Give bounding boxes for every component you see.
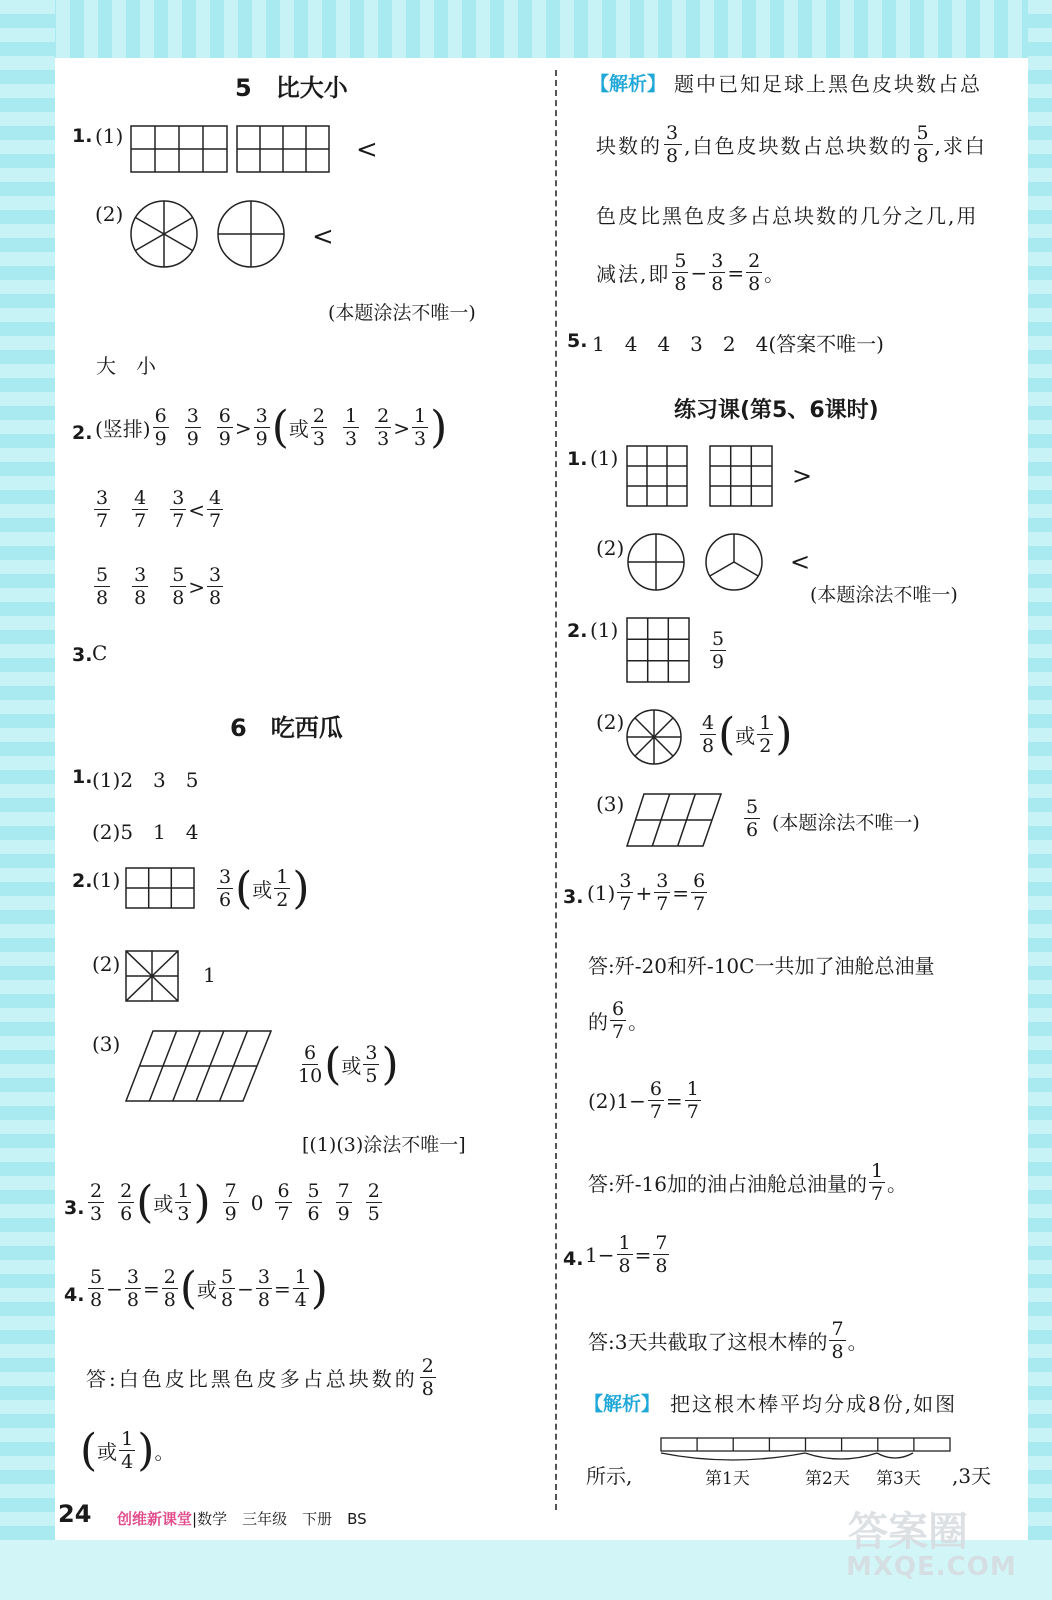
p4-analysis-line: 【解析】 把这根木棒平均分成8份,如图 bbox=[584, 1388, 957, 1417]
p2-note: (本题涂法不唯一) bbox=[772, 812, 920, 834]
p3-part2-answer: 答:歼-16加的油占油舱总油量的 $\frac{1}{7}$ 。 bbox=[588, 1160, 908, 1205]
fraction: $\frac{1}{3}$ bbox=[345, 405, 358, 450]
fraction: $\frac{5}{6}$ bbox=[307, 1180, 320, 1225]
top-border bbox=[0, 0, 1052, 58]
p4-answer: 答:3天共截取了这根木棒的 $\frac{7}{8}$ 。 bbox=[588, 1318, 868, 1363]
token: = bbox=[273, 1276, 291, 1301]
s6q1-line2: (2)5 1 4 bbox=[92, 820, 199, 844]
fraction: $\frac{5}{8}$ bbox=[90, 1266, 103, 1311]
p4-tail: ,3天 bbox=[952, 1464, 992, 1488]
q1-part1-label: (1) bbox=[95, 124, 124, 148]
analysis-line-1: 【解析】 题中已知足球上黑色皮块数占总 bbox=[590, 68, 982, 97]
analysis-line-3: 色皮比黑色皮多占总块数的几分之几,用 bbox=[596, 204, 979, 228]
watermark-logo: 答案圈 bbox=[848, 1509, 968, 1555]
day3-label: 第3天 bbox=[876, 1469, 921, 1489]
watermark-url: MXQE.COM bbox=[846, 1552, 1017, 1582]
fraction: $\frac{7}{9}$ bbox=[337, 1180, 350, 1225]
bracket: ) bbox=[775, 708, 793, 760]
p3-part1-equation: (1) $\frac{3}{7}$ + $\frac{3}{7}$ = $\frac{6}{7}$ bbox=[587, 870, 706, 915]
s6q3-label: 3. bbox=[64, 1197, 85, 1219]
fraction: $\frac{3}{7}$ bbox=[656, 870, 669, 915]
bracket: ( bbox=[324, 1038, 342, 1090]
fraction: $\frac{2}{3}$ bbox=[312, 405, 326, 450]
fraction: $\frac{3}{8}$ bbox=[666, 122, 681, 167]
fraction: $\frac{2}{6}$ bbox=[120, 1180, 133, 1225]
or-label: 或 bbox=[196, 1278, 217, 1302]
bracket: ) bbox=[292, 862, 310, 914]
s6q2-part2-answer: 1 bbox=[203, 963, 216, 987]
q1-note: (本题涂法不唯一) bbox=[328, 302, 476, 324]
fraction: $\frac{3}{6}$ bbox=[219, 866, 232, 911]
left-border bbox=[0, 0, 55, 1600]
token: = bbox=[634, 1242, 652, 1267]
bracket: ) bbox=[381, 1038, 399, 1090]
grid-3x3-figures bbox=[626, 445, 774, 507]
or-label: 或 bbox=[252, 878, 273, 902]
token: − bbox=[629, 1088, 646, 1113]
p3-part1-answer-a: 答:歼-20和歼-10C一共加了油舱总油量 bbox=[588, 954, 935, 978]
token: 0 bbox=[250, 1190, 264, 1215]
analysis-line-2: 块数的 $\frac{3}{8}$ ,白色皮块数占总块数的 $\frac{5}{8}$ ,求白 bbox=[596, 122, 987, 167]
fraction: $\frac{6}{7}$ bbox=[693, 870, 706, 915]
token: − bbox=[237, 1276, 254, 1301]
fraction: $\frac{6}{9}$ bbox=[154, 405, 167, 450]
token: 1 bbox=[585, 1242, 598, 1267]
p2-label: 2. bbox=[567, 620, 588, 642]
s6q2-part2-label: (2) bbox=[92, 952, 121, 976]
p4-label: 4. bbox=[563, 1248, 584, 1270]
fraction: $\frac{7}{8}$ bbox=[831, 1318, 844, 1363]
p1-part2-label: (2) bbox=[596, 536, 625, 560]
bracket: ( bbox=[271, 401, 289, 453]
fraction: $\frac{5}{6}$ bbox=[746, 796, 759, 841]
analysis-tag: 【解析】 bbox=[584, 1393, 661, 1415]
grid-3x3-figure bbox=[626, 617, 690, 683]
fraction: $\frac{2}{8}$ bbox=[748, 250, 761, 295]
q1-part2-symbol: < bbox=[312, 222, 334, 252]
fraction: $\frac{1}{7}$ bbox=[870, 1160, 884, 1205]
fraction: $\frac{3}{8}$ bbox=[209, 564, 222, 609]
fraction: $\frac{5}{8}$ bbox=[220, 1266, 234, 1311]
fraction: $\frac{4}{7}$ bbox=[209, 487, 222, 532]
q2-prefix: (竖排) bbox=[95, 417, 151, 441]
fraction: $\frac{3}{7}$ bbox=[96, 487, 109, 532]
s6q1-label: 1. bbox=[72, 766, 93, 788]
fraction: $\frac{3}{8}$ bbox=[257, 1266, 270, 1311]
fraction: $\frac{2}{8}$ bbox=[421, 1355, 434, 1400]
fraction: $\frac{1}{2}$ bbox=[759, 712, 772, 757]
p2-part2-answer bbox=[698, 708, 793, 760]
p1-label: 1. bbox=[567, 448, 588, 470]
fraction: $\frac{3}{5}$ bbox=[365, 1042, 378, 1087]
day2-label: 第2天 bbox=[805, 1469, 850, 1489]
q2-row1 bbox=[95, 401, 448, 453]
or-label: 或 bbox=[97, 1440, 118, 1464]
column-divider bbox=[555, 70, 557, 1510]
token: − bbox=[597, 1242, 615, 1267]
s6q2-part1-answer bbox=[215, 862, 310, 914]
fraction: $\frac{4}{8}$ bbox=[702, 712, 715, 757]
p2-part1-answer bbox=[708, 628, 728, 673]
token: < bbox=[188, 497, 206, 522]
token: > bbox=[188, 574, 206, 599]
q2-row2-fractions bbox=[92, 487, 225, 532]
s6q4-answer-line bbox=[86, 1355, 438, 1400]
token: > bbox=[393, 415, 410, 440]
square-8-part-figure bbox=[125, 950, 179, 1002]
fraction: $\frac{6}{7}$ bbox=[277, 1180, 290, 1225]
page-number: 24 bbox=[58, 1500, 92, 1528]
p1-note: (本题涂法不唯一) bbox=[810, 584, 958, 606]
fraction: $\frac{7}{9}$ bbox=[224, 1180, 237, 1225]
bracket: ( bbox=[136, 1176, 154, 1228]
parallelogram-6-part-figure bbox=[626, 793, 722, 847]
p1-part2-symbol: < bbox=[790, 548, 811, 576]
s6q2-part3-label: (3) bbox=[92, 1032, 121, 1056]
page-sheet bbox=[55, 58, 1028, 1540]
fraction: $\frac{5}{8}$ bbox=[96, 564, 109, 609]
fraction: $\frac{4}{7}$ bbox=[134, 487, 147, 532]
fraction: $\frac{1}{4}$ bbox=[121, 1428, 134, 1473]
p4-shown-text: 所示, bbox=[586, 1464, 633, 1488]
practice-title: 练习课(第5、6课时) bbox=[674, 398, 879, 423]
day1-label: 第1天 bbox=[705, 1469, 750, 1489]
fraction: $\frac{5}{8}$ bbox=[674, 250, 687, 295]
q3-label: 3. bbox=[72, 644, 93, 666]
fraction: $\frac{1}{4}$ bbox=[294, 1266, 307, 1311]
token: = bbox=[665, 1088, 683, 1113]
fraction: $\frac{6}{10}$ bbox=[298, 1042, 323, 1087]
fraction: $\frac{6}{9}$ bbox=[218, 405, 231, 450]
p3-part1-answer-b: 的 $\frac{6}{7}$ 。 bbox=[588, 998, 649, 1043]
fraction: $\frac{5}{8}$ bbox=[172, 564, 185, 609]
bracket: ( bbox=[235, 862, 253, 914]
rect-grid-figure bbox=[130, 125, 330, 175]
fraction: $\frac{2}{3}$ bbox=[90, 1180, 103, 1225]
fraction: $\frac{1}{3}$ bbox=[413, 405, 427, 450]
rect-2x3-figure bbox=[125, 867, 195, 909]
fraction: $\frac{2}{8}$ bbox=[163, 1266, 176, 1311]
bracket: ( bbox=[718, 708, 736, 760]
fraction: $\frac{1}{7}$ bbox=[686, 1078, 699, 1123]
p4-equation bbox=[585, 1232, 671, 1277]
or-label: 或 bbox=[735, 724, 756, 748]
fraction: $\frac{3}{8}$ bbox=[711, 250, 724, 295]
s6q4-answer-text: 答:白色皮比黑色皮多占总块数的 bbox=[86, 1367, 418, 1391]
fraction: $\frac{1}{2}$ bbox=[276, 866, 289, 911]
fraction: $\frac{3}{9}$ bbox=[255, 405, 268, 450]
p1-part1-label: (1) bbox=[590, 446, 619, 470]
token: − bbox=[106, 1276, 123, 1301]
bracket: ) bbox=[430, 401, 448, 453]
q2-row3-fractions bbox=[92, 564, 225, 609]
q2-label: 2. bbox=[72, 422, 93, 444]
fraction: $\frac{1}{8}$ bbox=[618, 1232, 631, 1277]
bracket: ) bbox=[310, 1262, 328, 1314]
p3-part2-equation: (2)1 − $\frac{6}{7}$ = $\frac{1}{7}$ bbox=[588, 1078, 699, 1123]
s6q2-label: 2. bbox=[72, 870, 93, 892]
s6q1-line1: (1)2 3 5 bbox=[92, 768, 199, 792]
fraction: $\frac{5}{8}$ bbox=[916, 122, 931, 167]
circle-figures bbox=[130, 200, 290, 270]
fraction: $\frac{7}{8}$ bbox=[655, 1232, 668, 1277]
q3-answer: C bbox=[92, 641, 108, 665]
fraction: $\frac{5}{9}$ bbox=[712, 628, 725, 673]
fraction: $\frac{6}{7}$ bbox=[612, 998, 625, 1043]
footer-subject: |数学 三年级 下册 BS bbox=[192, 1510, 367, 1528]
footer-info bbox=[117, 1508, 367, 1529]
section-title-6: 6 吃西瓜 bbox=[230, 714, 343, 742]
q1-part2-label: (2) bbox=[95, 202, 124, 226]
fraction: $\frac{2}{5}$ bbox=[367, 1180, 380, 1225]
s6q4-equation bbox=[86, 1262, 328, 1314]
q1-label: 1. bbox=[72, 125, 93, 147]
token: = bbox=[142, 1276, 160, 1301]
s6q2-part1-label: (1) bbox=[92, 868, 121, 892]
analysis-line-4: 减法,即 $\frac{5}{8}$ − $\frac{3}{8}$ = $\frac{2}{8}$ 。 bbox=[596, 250, 785, 295]
q5-label: 5. bbox=[567, 330, 588, 352]
or-label: 或 bbox=[341, 1054, 362, 1078]
p2-part3-answer bbox=[742, 796, 762, 841]
p1-part1-symbol: > bbox=[792, 462, 813, 490]
s6q4-answer-alt: ( 或 $\frac{1}{4}$ ) 。 bbox=[80, 1424, 175, 1476]
fraction: $\frac{2}{3}$ bbox=[377, 405, 390, 450]
circle-4-3-figures bbox=[627, 533, 767, 593]
analysis-tag: 【解析】 bbox=[590, 73, 667, 95]
or-label: 或 bbox=[153, 1192, 174, 1216]
footer-brand: 创维新课堂 bbox=[117, 1510, 193, 1528]
fraction: $\frac{6}{7}$ bbox=[649, 1078, 662, 1123]
section-title-5: 5 比大小 bbox=[235, 74, 348, 102]
p2-part1-label: (1) bbox=[590, 618, 619, 642]
fraction: $\frac{3}{9}$ bbox=[186, 405, 199, 450]
p3-label: 3. bbox=[563, 886, 584, 908]
s6q2-part3-answer bbox=[296, 1038, 399, 1090]
q1-words: 大 小 bbox=[96, 354, 156, 378]
q1-part1-symbol: < bbox=[356, 135, 378, 165]
q5-answer: 1 4 4 3 2 4(答案不唯一) bbox=[592, 332, 884, 356]
s6q3-answers bbox=[86, 1176, 384, 1228]
token: = bbox=[672, 880, 690, 905]
token: > bbox=[234, 415, 252, 440]
fraction: $\frac{1}{3}$ bbox=[177, 1180, 190, 1225]
p2-part2-label: (2) bbox=[596, 710, 625, 734]
p2-part3-label: (3) bbox=[596, 792, 625, 816]
bracket: ( bbox=[179, 1262, 197, 1314]
fraction: $\frac{3}{7}$ bbox=[172, 487, 185, 532]
right-border bbox=[1028, 0, 1052, 1600]
or-label: 或 bbox=[288, 417, 309, 441]
fraction: $\frac{3}{8}$ bbox=[126, 1266, 139, 1311]
bracket: ) bbox=[193, 1176, 211, 1228]
fraction: $\frac{3}{8}$ bbox=[134, 564, 147, 609]
s6q2-note: [(1)(3)涂法不唯一] bbox=[302, 1134, 466, 1156]
fraction: $\frac{3}{7}$ bbox=[619, 870, 632, 915]
token: + bbox=[635, 880, 653, 905]
s6q4-label: 4. bbox=[64, 1284, 85, 1306]
parallelogram-10-part-figure bbox=[125, 1030, 275, 1102]
circle-8-part-figure bbox=[626, 709, 682, 765]
